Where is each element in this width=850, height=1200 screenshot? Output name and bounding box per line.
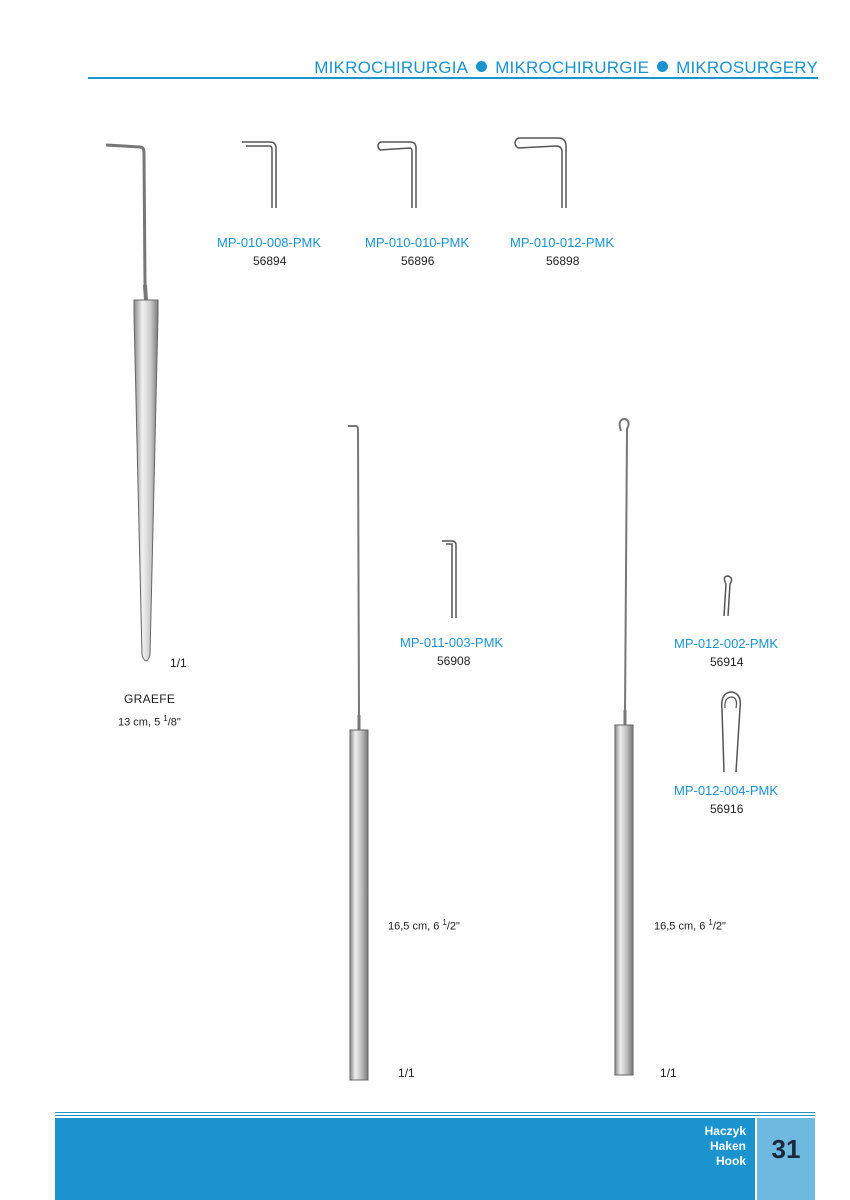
hook-tip-icon <box>240 138 280 210</box>
graefe-model-name: GRAEFE <box>124 692 176 706</box>
page-number: 31 <box>771 1134 801 1164</box>
product-code: MP-010-012-PMK <box>510 235 615 250</box>
product-number: 56916 <box>710 802 744 816</box>
footer-band <box>55 1118 755 1200</box>
hook-instrument <box>338 420 378 1085</box>
category-label-german: Haken <box>709 1139 746 1153</box>
product-number: 56898 <box>546 254 580 268</box>
title-english: MIKROSURGERY <box>676 58 818 77</box>
instrument-size: 16,5 cm, 6 $^1$/2" <box>654 918 726 933</box>
product-code: MP-011-003-PMK <box>400 635 504 650</box>
product-code: MP-012-004-PMK <box>674 783 779 798</box>
hook-instrument <box>603 415 643 1080</box>
hook-tip-icon <box>510 134 570 210</box>
category-label-english: Hook <box>716 1154 746 1168</box>
graefe-scale: 1/1 <box>170 656 187 670</box>
product-number: 56908 <box>437 654 471 668</box>
product-code: MP-010-008-PMK <box>217 235 322 250</box>
bullet-icon <box>657 61 668 72</box>
instrument-size: 16,5 cm, 6 $^1$/2" <box>388 918 460 933</box>
product-number: 56914 <box>710 655 744 669</box>
product-code: MP-012-002-PMK <box>674 636 779 651</box>
hook-tip-icon <box>716 690 746 774</box>
hook-tip-icon <box>376 138 420 210</box>
hook-tip-icon <box>718 574 738 618</box>
product-code: MP-010-010-PMK <box>365 235 470 250</box>
instrument-scale: 1/1 <box>398 1066 415 1080</box>
section-title <box>314 58 818 78</box>
title-polish: MIKROCHIRURGIA <box>314 58 469 77</box>
graefe-size: 13 cm, 5 $^1$/8" <box>118 714 181 729</box>
bullet-icon <box>476 61 487 72</box>
hook-tip-icon <box>440 538 460 620</box>
title-german: MIKROCHIRURGIE <box>495 58 650 77</box>
product-number: 56896 <box>401 254 435 268</box>
product-number: 56894 <box>253 254 287 268</box>
instrument-scale: 1/1 <box>660 1066 677 1080</box>
header-rule <box>88 77 818 79</box>
category-labels <box>705 1124 746 1169</box>
graefe-hook-instrument <box>100 135 170 670</box>
category-label-polish: Haczyk <box>704 1124 746 1138</box>
